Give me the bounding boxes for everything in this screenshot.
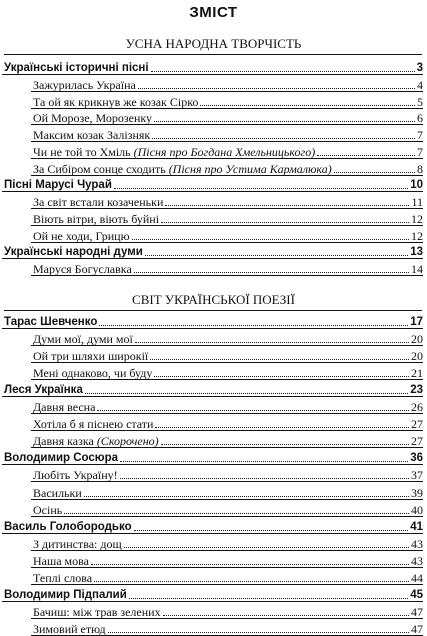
entry-title-text: Наша мова [33, 553, 89, 568]
entry-title-text: Васильки [33, 485, 82, 500]
page-title: ЗМІСТ [189, 4, 238, 21]
toc-entry[interactable] [0, 108, 423, 125]
entry-title-text: З дитинства: дощ [33, 536, 122, 551]
page-number: 37 [411, 468, 423, 483]
toc-entry[interactable] [0, 568, 423, 585]
entry-title-text: Пісні Марусі Чурай [4, 179, 112, 192]
entry-title [0, 417, 153, 431]
page-number: 43 [411, 536, 423, 551]
toc-entry[interactable] [0, 209, 423, 226]
dot-leader [145, 255, 408, 256]
toc-entry[interactable] [0, 414, 423, 431]
entry-title [0, 61, 149, 75]
entry-title [0, 400, 95, 414]
entry-subtitle: (Пісня про Богдана Хмельницького) [133, 144, 316, 159]
toc-group-entry[interactable] [0, 242, 423, 259]
dot-leader [84, 496, 409, 497]
entry-title-text: Ой три шляхи широкії [33, 349, 149, 364]
entry-title [0, 162, 332, 176]
entry-title-text: Володимир Сосюра [4, 452, 119, 465]
entry-title [0, 554, 89, 568]
page-number: 47 [411, 621, 423, 636]
entry-title-text: Мені однаково, чи буду [33, 366, 153, 381]
page-number: 45 [410, 588, 423, 601]
section-heading-folk: УСНА НАРОДНА ТВОРЧІСТЬ [125, 36, 302, 51]
page-number: 21 [411, 366, 423, 381]
toc-group-entry[interactable] [0, 58, 423, 75]
entry-title-text: Хотіла б я піснею стати [33, 417, 154, 432]
entry-title [0, 229, 130, 243]
dot-leader [161, 444, 409, 445]
dot-leader [114, 188, 408, 189]
dot-leader [317, 155, 415, 156]
entry-title [0, 622, 106, 636]
entry-title [0, 195, 163, 209]
dot-leader [94, 581, 409, 582]
entry-title-text: Маруся Богуславка [33, 262, 132, 276]
entry-title [0, 503, 62, 517]
toc-entry[interactable] [0, 602, 423, 619]
entry-title-text: Тарас Шевченко [4, 316, 98, 328]
dot-leader [99, 325, 408, 326]
page-number: 13 [410, 246, 423, 259]
toc-entry[interactable] [0, 500, 423, 517]
entry-title [0, 468, 118, 482]
toc-entry[interactable] [0, 75, 423, 92]
page-number: 47 [411, 604, 423, 619]
entry-title-text: Теплі слова [33, 570, 93, 585]
page-number: 7 [417, 144, 423, 159]
toc-entry[interactable] [0, 431, 423, 448]
page-number: 23 [410, 384, 423, 397]
page-number: 27 [411, 434, 423, 449]
entry-title-text: Бачиш: між трав зелених [33, 604, 161, 619]
dot-leader [151, 71, 415, 72]
page-number: 6 [417, 111, 423, 126]
dot-leader [154, 376, 409, 377]
entry-title-text: Максим козак Залізняк [33, 128, 151, 142]
entry-subtitle: (Пісня про Устима Кармалюка) [168, 161, 332, 176]
section-heading-poetry: СВІТ УКРАЇНСЬКОЇ ПОЕЗІЇ [132, 292, 295, 307]
dot-leader [150, 359, 409, 360]
dot-leader [163, 615, 409, 616]
entry-title [0, 111, 152, 125]
page-number: 10 [410, 179, 423, 192]
page-number: 3 [416, 62, 423, 74]
toc-entry[interactable] [0, 159, 423, 176]
toc-group-entry[interactable] [0, 312, 423, 329]
entry-title-text: Володимир Підпалий [4, 588, 127, 601]
page-number: 44 [411, 570, 423, 585]
page-number: 5 [417, 94, 423, 109]
entry-title-text: Зимовий етюд [33, 621, 106, 636]
page-number: 36 [410, 452, 423, 465]
toc-entry[interactable] [0, 534, 423, 551]
toc-entry[interactable] [0, 226, 423, 243]
page-number: 27 [411, 417, 423, 432]
entry-title-text: Віють вітри, віють буйні [33, 211, 160, 226]
dot-leader [200, 105, 415, 106]
entry-title [0, 315, 97, 329]
entry-title [0, 128, 150, 142]
entry-title-text: Леся Українка [4, 384, 83, 397]
page-number: 17 [410, 316, 423, 328]
entry-title [0, 178, 112, 192]
entry-title-text: Василь Голобородько [4, 520, 132, 533]
entry-title-text: За Сибіром сонце сходить [33, 161, 169, 176]
dot-leader [108, 632, 409, 633]
entry-title-text: Українські історичні пісні [4, 62, 149, 74]
entry-title [0, 95, 198, 109]
toc-entry[interactable] [0, 397, 423, 414]
toc-entry[interactable] [0, 142, 423, 159]
toc-entry[interactable] [0, 551, 423, 568]
toc-group-entry[interactable] [0, 517, 423, 534]
page-number: 41 [410, 520, 423, 533]
dot-leader [124, 547, 409, 548]
dot-leader [161, 222, 409, 223]
entry-title-text: Осінь [33, 502, 63, 517]
toc-entry[interactable] [0, 465, 423, 482]
entry-title [0, 537, 122, 551]
page-number: 11 [411, 195, 423, 209]
page-number: 8 [417, 161, 423, 176]
entry-title-text: Зажурилась Україна [33, 77, 136, 92]
page-number: 12 [411, 211, 423, 226]
entry-title [0, 383, 83, 397]
section-rule [4, 310, 422, 311]
toc-entry[interactable] [0, 363, 423, 380]
entry-title [0, 451, 118, 465]
toc-entry[interactable] [0, 346, 423, 363]
entry-title [0, 571, 92, 585]
entry-title [0, 486, 82, 500]
dot-leader [97, 410, 409, 411]
section-rule [4, 54, 422, 55]
page-number: 14 [411, 262, 423, 276]
dot-leader [152, 138, 415, 139]
entry-title [0, 520, 132, 534]
entry-title-text: Чи не той то Хміль [33, 144, 134, 159]
page-number: 40 [411, 502, 423, 517]
entry-title-text: Любіть Україну! [33, 468, 118, 483]
entry-title-text: Давня весна [33, 400, 96, 415]
entry-title [0, 245, 143, 259]
entry-title-text: За світ встали козаченьки [33, 195, 164, 209]
entry-title [0, 78, 136, 92]
toc-entry[interactable] [0, 329, 423, 346]
entry-subtitle: (Скорочено) [96, 434, 159, 449]
toc-entry[interactable] [0, 483, 423, 500]
page-number: 20 [411, 332, 423, 347]
entry-title [0, 262, 132, 276]
page-number: 4 [417, 77, 423, 92]
toc-group-entry[interactable] [0, 448, 423, 465]
dot-leader [120, 478, 409, 479]
entry-underline [31, 275, 423, 276]
dot-leader [85, 393, 408, 394]
page-number: 39 [411, 485, 423, 500]
dot-leader [120, 461, 408, 462]
entry-title [0, 605, 161, 619]
dot-leader [134, 530, 409, 531]
toc-group-entry[interactable] [0, 175, 423, 192]
toc-group-entry[interactable] [0, 380, 423, 397]
page-number: 43 [411, 553, 423, 568]
entry-title [0, 212, 159, 226]
toc-entry[interactable] [0, 192, 423, 209]
dot-leader [334, 172, 415, 173]
dot-leader [129, 598, 408, 599]
entry-title-text: Думи мої, думи мої [33, 332, 133, 347]
entry-title-text: Та ой як крикнув же козак Сірко [33, 94, 199, 109]
entry-title [0, 366, 152, 380]
dot-leader [155, 427, 409, 428]
dot-leader [165, 205, 409, 206]
dot-leader [132, 239, 409, 240]
entry-title [0, 332, 133, 346]
entry-title-text: Давня казка [33, 434, 97, 449]
page-number: 26 [411, 400, 423, 415]
toc-entry[interactable] [0, 125, 423, 142]
toc-entry[interactable] [0, 619, 423, 636]
entry-title [0, 349, 148, 363]
entry-title-text: Українські народні думи [4, 246, 143, 259]
entry-title-text: Ой Морозе, Морозенку [33, 111, 153, 126]
entry-title [0, 434, 159, 448]
toc-group-entry[interactable] [0, 585, 423, 602]
dot-leader [134, 272, 409, 273]
dot-leader [91, 564, 409, 565]
page-number: 20 [411, 349, 423, 364]
page-number: 7 [417, 128, 423, 142]
page-number: 12 [411, 228, 423, 243]
dot-leader [138, 88, 415, 89]
toc-entry[interactable] [0, 259, 423, 276]
entry-title-text: Ой не ходи, Грицю [33, 228, 130, 243]
dot-leader [135, 342, 409, 343]
toc-entry[interactable] [0, 92, 423, 109]
entry-title [0, 145, 315, 159]
dot-leader [64, 513, 409, 514]
dot-leader [154, 121, 415, 122]
